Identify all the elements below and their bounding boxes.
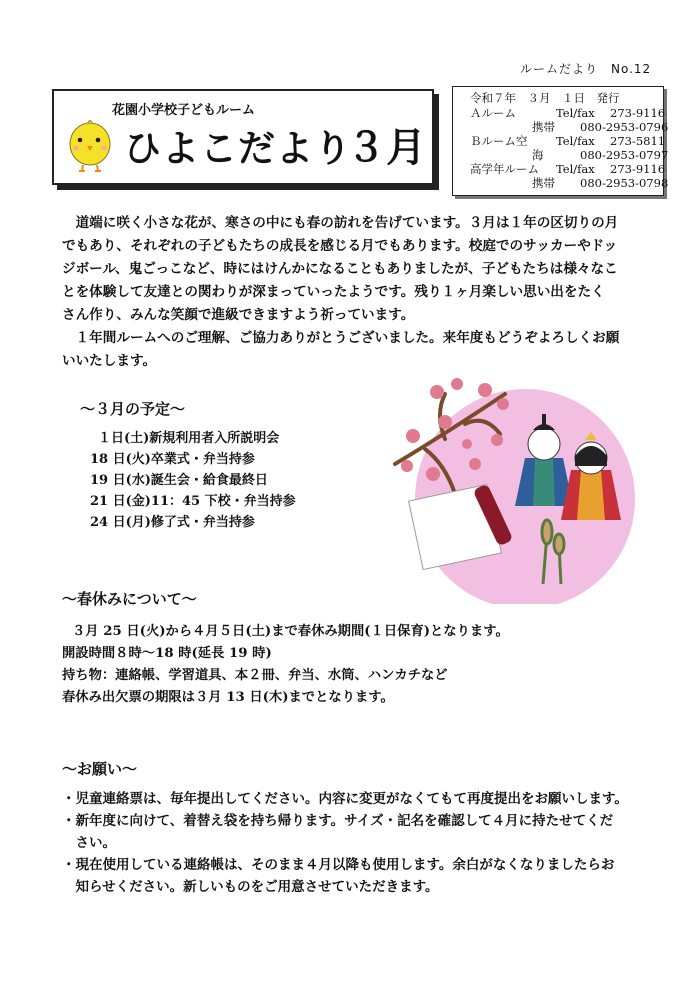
newsletter-month: ３月 bbox=[346, 125, 426, 171]
request-item-cont: さい。 bbox=[62, 835, 116, 851]
issue-date: 令和７年 ３月 １日 発行 bbox=[470, 91, 620, 105]
request-item: ・児童連絡票は、毎年提出してください。内容に変更がなくてもて再度提出をお願いします。 bbox=[62, 791, 628, 807]
issue-number: ルームだより No.12 bbox=[520, 62, 652, 76]
spring-line: 持ち物：連絡帳、学習道具、本２冊、弁当、水筒、ハンカチなど bbox=[62, 668, 448, 683]
chick-icon bbox=[68, 118, 112, 172]
contact-number: 080-2953-0797 bbox=[580, 148, 669, 162]
org-name: 花園小学校子どもルーム bbox=[112, 103, 256, 118]
spring-heading: ～春休みについて～ bbox=[62, 590, 197, 608]
contact-label: Tel/fax bbox=[556, 106, 595, 120]
contact-room: Ｂルーム空 bbox=[470, 134, 528, 148]
spring-line: 春休み出欠票の期限は３月 13 日(木)までとなります。 bbox=[62, 690, 394, 705]
schedule-item: 21 日(金)11：45 下校・弁当持参 bbox=[90, 494, 296, 509]
requests-list bbox=[62, 788, 672, 898]
contact-number: 273-9116 bbox=[610, 162, 666, 176]
intro-line: 道端に咲く小さな花が、寒さの中にも春の訪れを告げています。３月は１年の区切りの月 bbox=[62, 215, 619, 231]
contact-label: 海 bbox=[532, 148, 544, 162]
request-item-cont: 知らせください。新しいものをご用意させていただきます。 bbox=[62, 879, 439, 895]
schedule-item: 18 日(火)卒業式・弁当持参 bbox=[90, 452, 255, 467]
request-item: ・現在使用している連絡帳は、そのまま４月以降も使用します。余白がなくなりましたらお bbox=[62, 857, 615, 873]
newsletter-title: ひよこだより bbox=[124, 127, 352, 170]
intro-line: ジボール、鬼ごっこなど、時にはけんかになることもありましたが、子どもたちは様々なこ bbox=[62, 261, 618, 277]
intro-line: １年間ルームへのご理解、ご協力ありがとうございました。来年度もどうぞよろしくお願 bbox=[62, 330, 620, 346]
requests-heading: ～お願い～ bbox=[62, 760, 138, 778]
contact-label: 携帯 bbox=[532, 120, 555, 134]
contact-label: Tel/fax bbox=[556, 162, 595, 176]
contact-number: 080-2953-0796 bbox=[580, 120, 669, 134]
intro-line: いいたします。 bbox=[62, 353, 157, 369]
intro-line: さん作り、みんな笑顔で進級できますよう祈っています。 bbox=[62, 307, 415, 323]
intro-paragraph bbox=[62, 212, 662, 373]
request-item: ・新年度に向けて、着替え袋を持ち帰ります。サイズ・記名を確認して４月に持たせてくだ bbox=[62, 813, 614, 829]
contact-number: 080-2953-0798 bbox=[580, 176, 669, 190]
contact-number: 273-9116 bbox=[610, 106, 666, 120]
contact-room: Ａルーム bbox=[470, 106, 516, 120]
contact-label: Tel/fax bbox=[556, 134, 595, 148]
spring-line: 開設時間８時～18 時(延長 19 時) bbox=[62, 646, 272, 661]
intro-line: でもあり、それぞれの子どもたちの成長を感じる月でもあります。校庭でのサッカーやドッ bbox=[62, 238, 618, 254]
schedule-heading: ～３月の予定～ bbox=[80, 400, 186, 418]
intro-line: とを体験して友達との関わりが深まっていったようです。残り１ヶ月楽しい思い出をたく bbox=[62, 284, 605, 300]
hinamatsuri-illustration bbox=[385, 374, 655, 604]
schedule-item: １日(土)新規利用者入所説明会 bbox=[98, 431, 280, 446]
schedule-item: 19 日(水)誕生会・給食最終日 bbox=[90, 473, 268, 488]
contact-number: 273-5811 bbox=[610, 134, 666, 148]
spring-line: ３月 25 日(火)から４月５日(土)まで春休み期間(１日保育)となります。 bbox=[72, 624, 509, 639]
schedule-list bbox=[90, 428, 296, 533]
contact-room: 高学年ルーム bbox=[470, 162, 539, 176]
contact-label: 携帯 bbox=[532, 176, 555, 190]
schedule-item: 24 日(月)修了式・弁当持参 bbox=[90, 515, 255, 530]
